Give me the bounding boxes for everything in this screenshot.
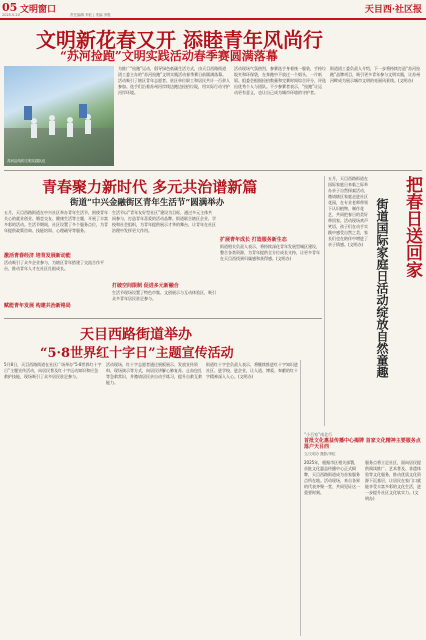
article4-column-2: 服务点将立足社区，面向居民提供阅读推广、艺术普及、非遗体验等文化服务，推动优质文化资源下沉基层，让居民在家门口就能享受丰富多彩的文化生活，进一步提升社区文化软实力。(文明办) <box>365 460 421 501</box>
article2-subtitle: 街道“中兴金融街区青年生活节”圆满举办 <box>70 198 225 208</box>
side-article-subtitle: 街道国际家庭日活动绽放自然童趣 <box>375 198 389 378</box>
article2-column-1: 五月，天目西路街道在中兴社区举办青年生活节，围绕青年关心的就业创业、婚恋交友、健康生活等主题，开展了丰富多彩的活动。生活节期间，社区设置了多个服务点位，为青年提供政策咨询、技能培训、心理疏导等服务。 <box>4 210 108 233</box>
divider <box>4 318 322 319</box>
article1-column-1: 为推广“捡跑”运动，倡导绿色低碳生活方式，由天目西路街道团工委主办的“苏河捡跑”文明实践活动春季赛日前圆满落幕。活动吸引了辖区青年志愿者、驻区单位职工和居民共计一百余人参加。选手们沿着苏州河岸线边跑边捡拾垃圾，用实际行动守护河岸环境。 <box>118 66 230 95</box>
section-title: 文明窗口 <box>20 5 57 15</box>
divider <box>300 360 301 636</box>
runners-illustration <box>4 66 114 166</box>
article1-title: 文明新花春又开 添睦青年风尚行 <box>36 28 323 52</box>
article2-subhead-3: 打破空间限制 促进多元新融合 <box>112 283 179 289</box>
article2-subhead-4: 扩展青年成长 打造服务新生态 <box>220 237 287 243</box>
article4-column-1: 2025年，根据市区相关部署，首批文化惠益传播中心正式揭牌，天目西路街道成为首家服务点所在地。活动现场，来自各界的代表齐聚一堂，共同见证这一重要时刻。 <box>304 460 360 495</box>
editor-line: 责任编辑 李虹 | 美编 李胜 <box>70 13 111 17</box>
side-article-body: 五月，天目西路街道在国际家庭日来临之际举办亲子自然探索活动，邀请辖区家庭走进社区花园，在专业老师带领下认识植物、制作花艺，共同把春日的美好带回家。活动现场欢声笑语，孩子们在动手实践中感受自然之美，家长们也在陪伴中增进了亲子情感。(文明办) <box>328 176 368 247</box>
article1-subtitle: “苏河捡跑”文明实践活动春季赛圆满落幕 <box>60 49 278 63</box>
article3-column-3: 街道红十字会负责人表示，将继续推进红十字知识进社区、进学校、进企业，让人道、博爱、奉献的红十字精神深入人心。(文明办) <box>206 362 298 379</box>
newspaper-brand: 天目西·社区报 <box>364 5 422 15</box>
article2-title: 青春聚力新时代 多元共治谱新篇 <box>42 178 258 196</box>
article3-title: 天目西路街道举办 <box>80 327 192 343</box>
article2-column-2b: 生活节现场设置了特色市集、文创展示与互动体验区，吸引众多青年居民驻足参与。 <box>112 290 216 301</box>
article1-column-3: 街道团工委负责人介绍，下一步将持续打造“苏河捡跑”品牌项目，吸引更多青年参与文明实践，让苏州河畔成为展示城市文明的亮丽风景线。(文明办) <box>330 66 421 83</box>
article1-photo <box>4 66 114 166</box>
article2-subhead-1: 激活青春经济 培育发展新动能 <box>4 253 71 259</box>
article3-column-1: 5月8日，天目西路街道在社区广场举办“5·8世界红十字日”主题宣传活动，向居民普及红十字运动知识和应急救护技能，现场吸引了众多居民驻足参与。 <box>4 362 102 379</box>
article2-column-2: 生活节以“青年友好型社区”建设为目标，通过多元主体共同参与，打造青年喜爱的活动品牌。街道联合辖区企业、学校和社会组织，为青年提供展示才华的舞台，让青年在社区治理中发挥更大作用。 <box>112 210 216 233</box>
photo-caption: 苏河沿线的文明实践队伍 <box>7 159 46 163</box>
article1-column-2: 活动现场气氛热烈，参赛选手身着统一服装，手持垃圾夹和环保袋，在奔跑中不放过一个烟头、一片纸屑。组委会根据捡拾数量和完赛时间综合评分，评选出优秀个人与团队。不少参赛者表示，“捡跑”让运动更有意义，也让自己成为城市环境的守护者。 <box>234 66 326 95</box>
article4-title: 首批文化惠益传播中心揭牌 首家文化精神主要服务点落户天目西 <box>304 438 421 450</box>
issue-date: 2025.5.20 <box>2 13 20 17</box>
article4-byline: 文/文明办 摄影/李虹 <box>304 452 336 456</box>
article2-column-1b: 活动吸引了众多企业参与，为辖区青年搭建了交流合作平台，推动青年人才在社区扎根成长。 <box>4 260 104 271</box>
side-divider <box>324 176 325 426</box>
article2-column-3: 街道相关负责人表示，将持续深化青年发展型城区建设，整合各类资源，为青年提供全方位成长支持，让更多青年在天目西找到归属感和获得感。(文明办) <box>220 244 320 261</box>
article3-subtitle: “5·8世界红十字日”主题宣传活动 <box>40 346 234 361</box>
page-number: 05 <box>2 1 18 14</box>
side-article-title: 把春日送回家 <box>402 176 422 278</box>
divider <box>4 170 422 171</box>
article2-subhead-2: 赋能青年发展 构建共治新格局 <box>4 303 71 309</box>
article3-column-2: 活动现场，红十字志愿者通过展板展示、发放宣传资料、现场演示等方式，向居民讲解心肺复苏、止血包扎等急救常识，并邀请居民亲自动手练习，提升自救互救能力。 <box>106 362 202 385</box>
page-header <box>0 0 426 20</box>
article4-kicker: “小百家”南北行 <box>304 432 333 437</box>
